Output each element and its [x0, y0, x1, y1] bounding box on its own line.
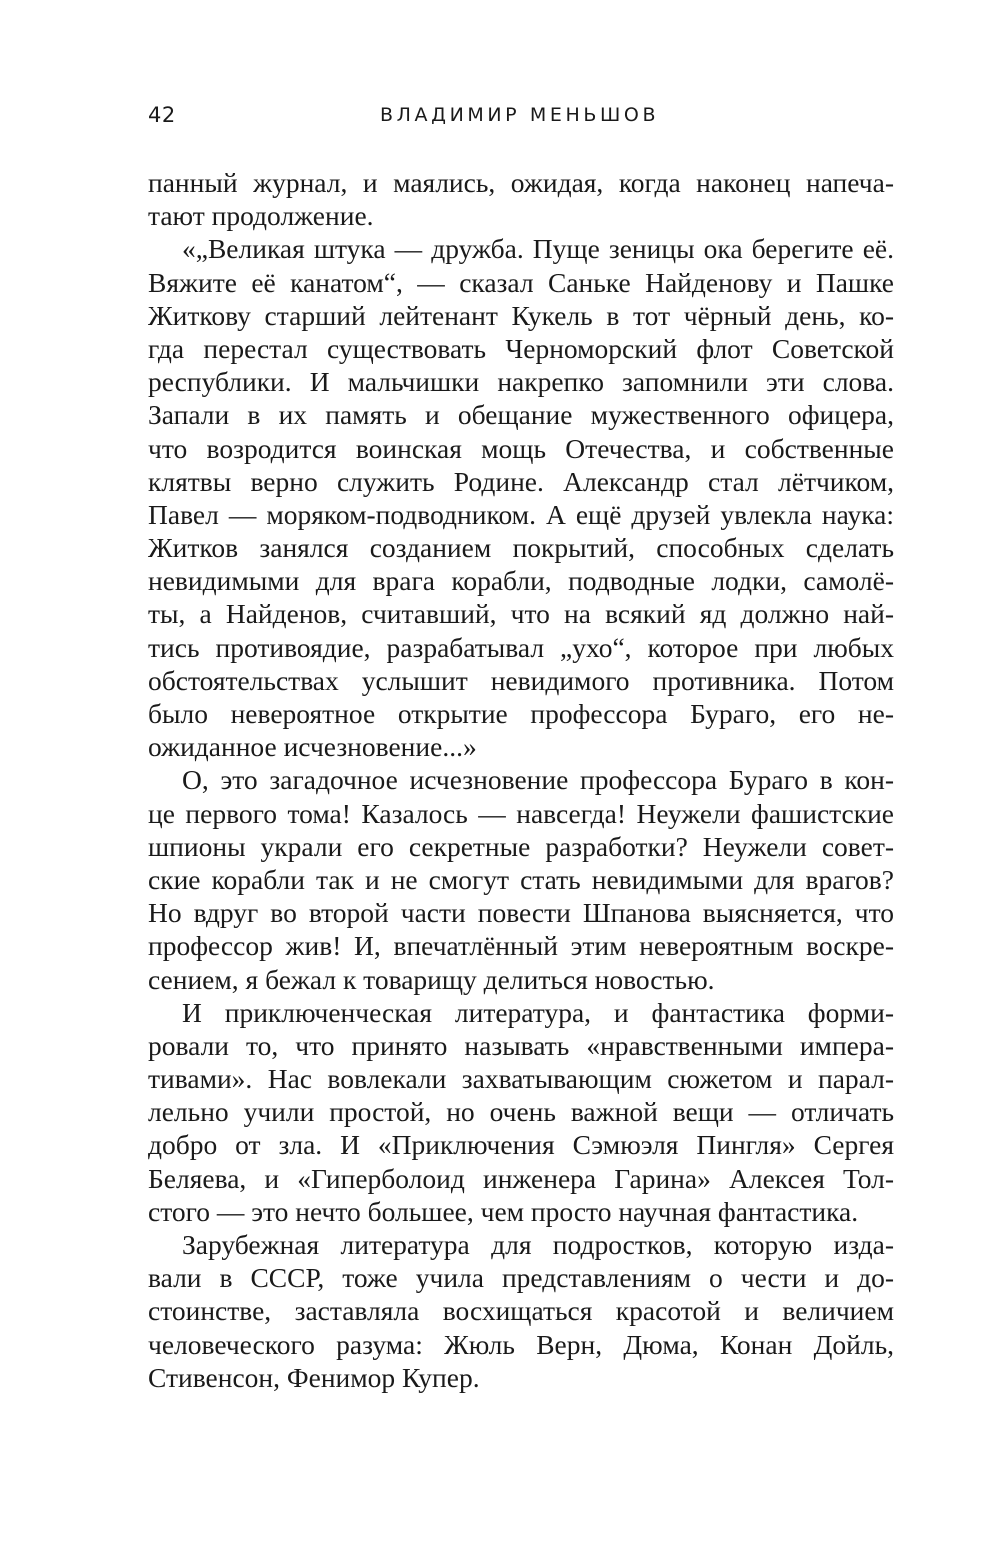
text-line: вали в СССР, тоже учила представлениям о чести и до- [148, 1262, 894, 1294]
text-line: добро от зла. И «Приключения Сэмюэля Пингля» Сергея [148, 1129, 894, 1161]
text-line: ровали то, что принято называть «нравственными импера- [148, 1029, 894, 1061]
text-line: тись противоядие, разрабатывал „ухо“, которое при любых [148, 631, 894, 663]
text-line: Запали в их память и обещание мужественного офицера, [148, 399, 894, 431]
text-line: лельно учили простой, но очень важной вещи — отличать [148, 1096, 894, 1128]
text-line: обстоятельствах услышит невидимого противника. Потом [148, 664, 894, 696]
body-text [148, 166, 894, 1394]
text-line: ожиданное исчезновение...» [148, 731, 477, 763]
text-line: невидимыми для врага корабли, подводные лодки, самолё- [148, 565, 894, 597]
text-line: клятвы верно служить Родине. Александр стал лётчиком, [148, 465, 894, 497]
text-line: це первого тома! Казалось — навсегда! Неужели фашистские [148, 797, 894, 829]
text-line: профессор жив! И, впечатлённый этим невероятным воскре- [148, 930, 894, 962]
text-line: республики. И мальчишки накрепко запомнили эти слова. [148, 366, 894, 398]
text-line: ские корабли так и не смогут стать невидимыми для врагов? [148, 863, 894, 895]
text-line: Вяжите её канатом“, — сказал Саньке Найденову и Пашке [148, 266, 894, 298]
text-line: гда перестал существовать Черноморский флот Советской [148, 332, 894, 364]
text-line: Житков занялся созданием покрытий, способных сделать [148, 532, 894, 564]
page-number: 42 [148, 103, 176, 127]
text-line: было невероятное открытие профессора Бураго, его не- [148, 698, 894, 729]
text-line: Беляева, и «Гиперболоид инженера Гарина» Алексея Тол- [148, 1162, 894, 1194]
text-line: человеческого разума: Жюль Верн, Дюма, Конан Дойль, [148, 1328, 894, 1360]
text-line: тают продолжение. [148, 200, 374, 232]
text-line: тивами». Нас вовлекали захватывающим сюжетом и парал- [148, 1063, 894, 1095]
text-line: Житкову старший лейтенант Кукель в тот чёрный день, ко- [148, 299, 894, 331]
text-line: панный журнал, и маялись, ожидая, когда наконец напеча- [148, 167, 894, 198]
text-line: ты, а Найденов, считавший, что на всякий яд должно най- [148, 598, 894, 630]
text-line: стоинстве, заставляла восхищаться красотой и величием [148, 1295, 894, 1327]
running-title: ВЛАДИМИР МЕНЬШОВ [380, 104, 660, 126]
text-line: И приключенческая литература, и фантастика форми- [182, 996, 894, 1028]
text-line: шпионы украли его секретные разработки? Неужели совет- [148, 830, 894, 862]
text-line: Но вдруг во второй части повести Шпанова выясняется, что [148, 897, 894, 929]
text-line: Стивенсон, Фенимор Купер. [148, 1361, 480, 1393]
text-line: О, это загадочное исчезновение профессора Бураго в кон- [182, 764, 894, 796]
text-line: сением, я бежал к товарищу делиться новостью. [148, 963, 715, 995]
text-line: стого — это нечто большее, чем просто научная фантастика. [148, 1195, 859, 1227]
text-line: что возродится воинская мощь Отечества, и собственные [148, 432, 894, 464]
text-line: Зарубежная литература для подростков, которую изда- [182, 1229, 894, 1260]
text-line: Павел — моряком-подводником. А ещё друзей увлекла наука: [148, 498, 894, 530]
text-line: «„Великая штука — дружба. Пуще зеницы ока берегите её. [182, 233, 894, 265]
